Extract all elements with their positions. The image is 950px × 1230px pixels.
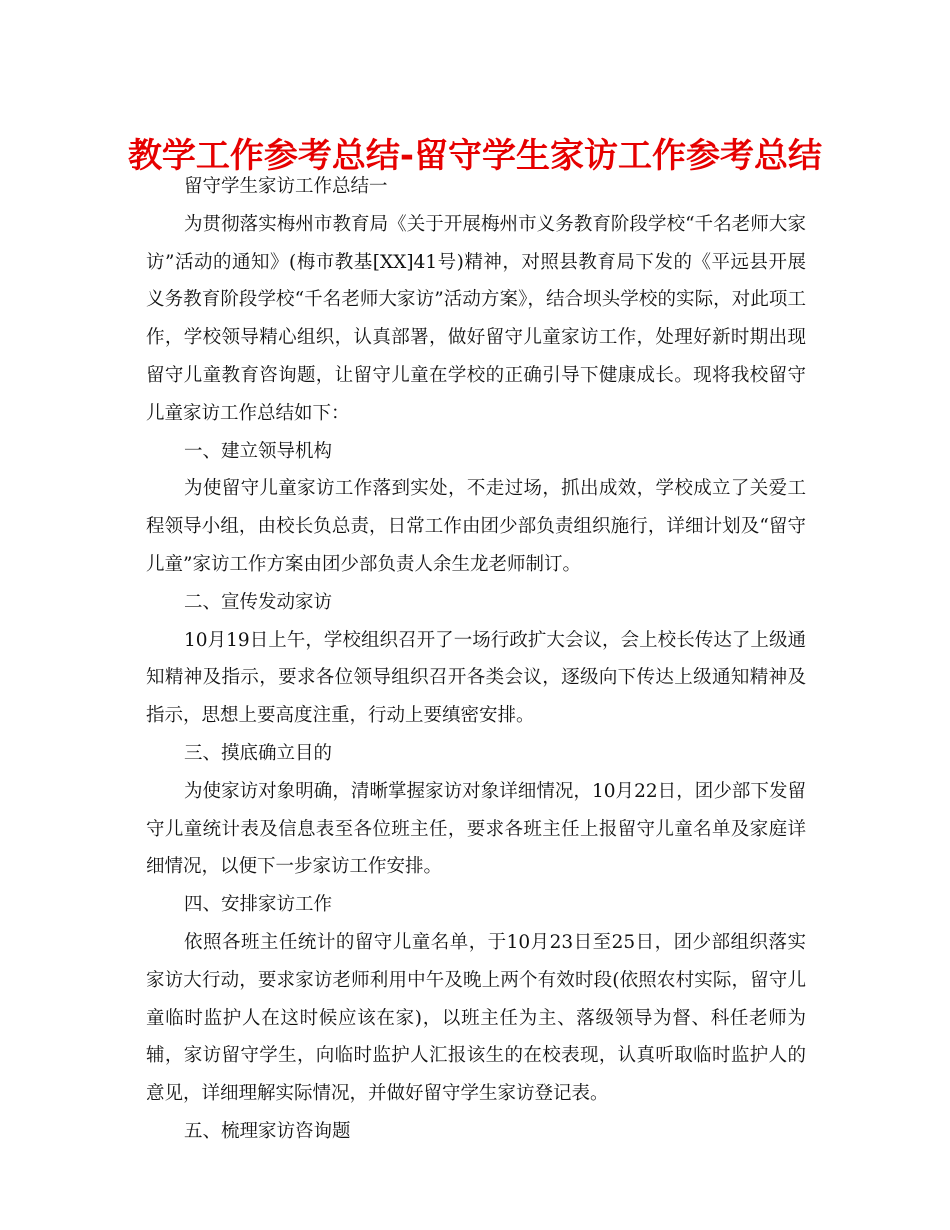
- section-heading: 五、梳理家访咨询题: [184, 1120, 351, 1142]
- body-paragraph: 为使留守儿童家访工作落到实处，不走过场，抓出成效，学校成立了关爱工程领导小组，由校长负总责，日常工作由团少部负责组织施行，详细计划及“留守儿童”家访工作方案由团少部负责人余生龙老师制订。: [146, 478, 806, 575]
- section-heading: 二、宣传发动家访: [184, 591, 333, 613]
- document-title: 教学工作参考总结-留守学生家访工作参考总结: [127, 136, 823, 176]
- section-heading: 一、建立领导机构: [184, 440, 333, 462]
- subtitle-paragraph: 留守学生家访工作总结一: [184, 176, 388, 197]
- body-paragraph: 依照各班主任统计的留守儿童名单，于10月23日至25日，团少部组织落实家访大行动，要求家访老师利用中午及晚上两个有效时段(依照农村实际，留守儿童临时监护人在这时候应该在家)，以班主任为主、落级领导为督、科任老师为辅，家访留守学生，向临时监护人汇报该生的在校表现，认真听取临时监护人的意见，详细理解实际情况，并做好留守学生家访登记表。: [146, 931, 806, 1105]
- body-paragraph: 10月19日上午，学校组织召开了一场行政扩大会议，会上校长传达了上级通知精神及指示，要求各位领导组织召开各类会议，逐级向下传达上级通知精神及指示，思想上要高度注重，行动上要缜密安排。: [146, 629, 806, 727]
- intro-paragraph: 为贯彻落实梅州市教育局《关于开展梅州市义务教育阶段学校“千名老师大家访”活动的通知》(梅市教基[XX]41号)精神，对照县教育局下发的《平远县开展义务教育阶段学校“千名老师大家访”活动方案》，结合坝头学校的实际，对此项工作，学校领导精心组织，认真部署，做好留守儿童家访工作，处理好新时期出现留守儿童教育咨询题，让留守儿童在学校的正确引导下健康成长。现将我校留守儿童家访工作总结如下：: [146, 213, 806, 424]
- section-heading: 四、安排家访工作: [184, 894, 333, 916]
- document-body: [146, 168, 806, 1151]
- section-heading: 三、摸底确立目的: [184, 742, 333, 764]
- body-paragraph: 为使家访对象明确，清晰掌握家访对象详细情况，10月22日，团少部下发留守儿童统计表及信息表至各位班主任，要求各班主任上报留守儿童名单及家庭详细情况，以便下一步家访工作安排。: [146, 780, 806, 878]
